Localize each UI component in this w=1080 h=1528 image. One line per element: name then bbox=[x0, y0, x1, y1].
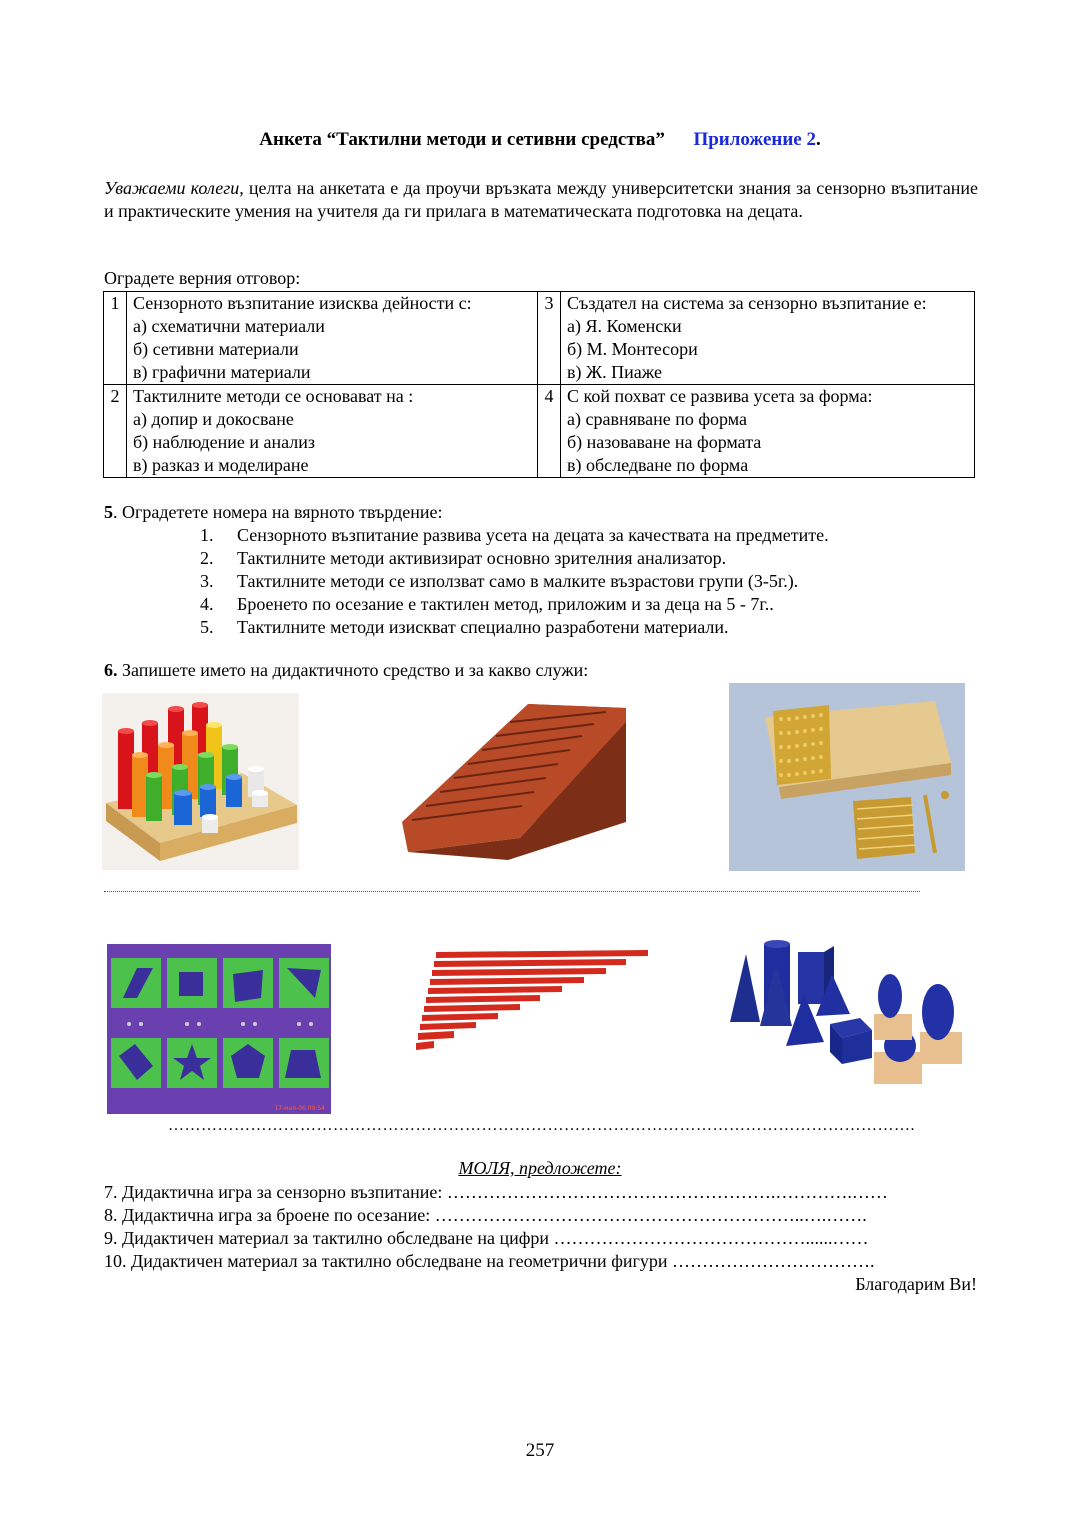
answer-option[interactable]: а) допир и докосване bbox=[133, 409, 294, 429]
list-item[interactable] bbox=[200, 616, 829, 639]
red-rods-image bbox=[412, 946, 652, 1056]
answer-option[interactable]: в) графични материали bbox=[133, 362, 311, 382]
answer-option[interactable]: в) разказ и моделиране bbox=[133, 455, 309, 475]
geometric-solids-image bbox=[724, 934, 970, 1094]
instruction-text: Оградете верния отговор: bbox=[104, 268, 301, 288]
answer-option[interactable]: в) обследване по форма bbox=[567, 455, 749, 475]
question-text: Сензорното възпитание изисква дейности с: bbox=[133, 293, 472, 313]
answer-option[interactable]: б) назоваване на формата bbox=[567, 432, 762, 452]
question-5-text: . Оградетете номера на вярното твърдение: bbox=[113, 502, 443, 522]
page-number: 257 bbox=[525, 1440, 555, 1461]
question-cell bbox=[561, 385, 975, 478]
question-cell bbox=[561, 292, 975, 385]
statement-text: Тактилните методи активизират основно зрителния анализатор. bbox=[237, 548, 727, 568]
question-text: С кой похват се развива усета за форма: bbox=[567, 386, 873, 406]
answer-option[interactable]: а) Я. Коменски bbox=[567, 316, 682, 336]
suggestion-line[interactable]: 8. Дидактична игра за броене по осезание: ……………………………………………………..….……. bbox=[104, 1205, 867, 1225]
answer-option[interactable]: в) Ж. Пиаже bbox=[567, 362, 662, 382]
statement-text: Тактилните методи изискват специално разработени материали. bbox=[237, 617, 729, 637]
please-suggest-heading: МОЛЯ, предложете: bbox=[458, 1158, 622, 1178]
list-item[interactable] bbox=[200, 570, 829, 593]
statement-text: Тактилните методи се използват само в малките възрастови групи (3-5г.). bbox=[237, 571, 799, 591]
brown-stair-image bbox=[398, 702, 648, 860]
answer-option[interactable]: б) сетивни материали bbox=[133, 339, 299, 359]
answer-option[interactable]: а) схематични материали bbox=[133, 316, 325, 336]
page-title bbox=[0, 129, 1080, 151]
answer-dotted-line bbox=[104, 885, 920, 892]
question-number: 1 bbox=[104, 292, 127, 385]
suggestion-line[interactable]: 9. Дидактичен материал за тактилно обследване на цифри ……………………………………......…… bbox=[104, 1228, 869, 1248]
question-5-number: 5 bbox=[104, 502, 113, 522]
geometric-insets-image bbox=[107, 944, 331, 1114]
question-number: 2 bbox=[104, 385, 127, 478]
intro-paragraph bbox=[104, 177, 978, 223]
question-cell bbox=[127, 292, 538, 385]
statement-text: Сензорното възпитание развива усета на децата за качествата на предметите. bbox=[237, 525, 829, 545]
question-6-heading bbox=[104, 660, 588, 681]
intro-greeting: Уважаеми колеги, bbox=[104, 178, 244, 198]
question-cell bbox=[127, 385, 538, 478]
table-row bbox=[104, 385, 975, 478]
answer-option[interactable]: а) сравняване по форма bbox=[567, 409, 748, 429]
list-item[interactable] bbox=[200, 524, 829, 547]
table-row bbox=[104, 292, 975, 385]
suggestion-line[interactable]: 7. Дидактична игра за сензорно възпитание: ……………………………………………….………….…… bbox=[104, 1182, 888, 1202]
image-caption: 17-мая-06 09:54 bbox=[274, 1105, 325, 1112]
question-6-text: Запишете името на дидактичното средство и за какво служи: bbox=[117, 660, 589, 680]
survey-title: Анкета “Тактилни методи и сетивни средства” bbox=[259, 129, 665, 150]
answer-option[interactable]: б) наблюдение и анализ bbox=[133, 432, 316, 452]
intro-text: целта на анкетата е да проучи връзката между университетски знания за сензорно възпитание и практическите умения на учителя да ги прилага в математическата подготовка на децата. bbox=[104, 178, 978, 221]
statement-text: Броенето по осезание е тактилен метод, приложим и за деца на 5 - 7г.. bbox=[237, 594, 774, 614]
appendix-suffix: . bbox=[815, 129, 821, 150]
question-text: Създател на система за сензорно възпитание е: bbox=[567, 293, 927, 313]
suggestion-line[interactable]: 10. Дидактичен материал за тактилно обследване на геометрични фигури ……………………………. bbox=[104, 1251, 875, 1271]
statement-number: 2. bbox=[200, 548, 214, 568]
answer-option[interactable]: б) М. Монтесори bbox=[567, 339, 698, 359]
appendix-label: Приложение 2 bbox=[693, 129, 816, 150]
questions-table bbox=[103, 291, 975, 478]
answer-dotted-line: ………………………………………………………………………………………………………………………. bbox=[168, 1117, 915, 1134]
question-6-number: 6. bbox=[104, 660, 118, 680]
statement-number: 1. bbox=[200, 525, 214, 545]
list-item[interactable] bbox=[200, 593, 829, 616]
statement-number: 4. bbox=[200, 594, 214, 614]
question-text: Тактилните методи се основават на : bbox=[133, 386, 414, 406]
pegboard-cylinders-image bbox=[102, 693, 299, 870]
list-item[interactable] bbox=[200, 547, 829, 570]
question-number: 4 bbox=[538, 385, 561, 478]
question-5-heading bbox=[104, 501, 442, 524]
statement-number: 5. bbox=[200, 617, 214, 637]
question-number: 3 bbox=[538, 292, 561, 385]
thanks-text: Благодарим Ви! bbox=[855, 1274, 977, 1294]
golden-beads-image bbox=[729, 683, 965, 871]
statement-number: 3. bbox=[200, 571, 214, 591]
statements-list bbox=[200, 524, 829, 639]
